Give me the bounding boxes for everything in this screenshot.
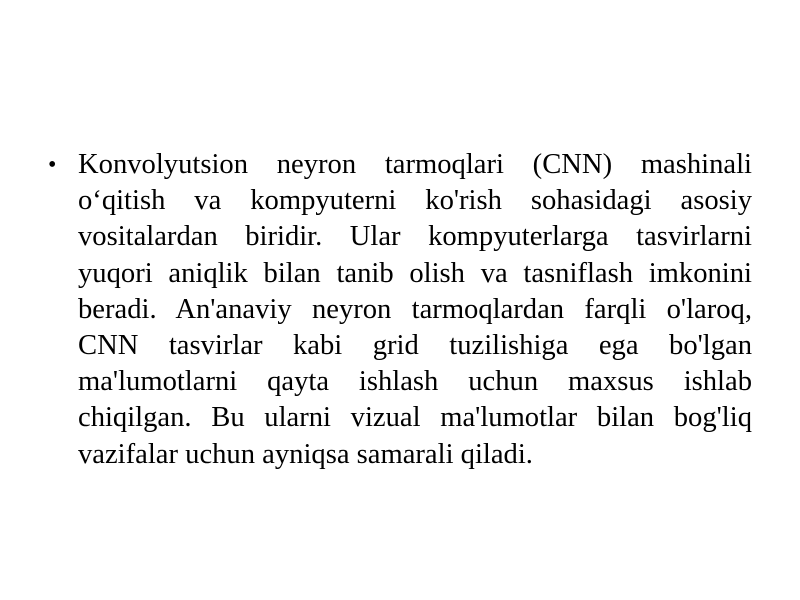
bullet-text: Konvolyutsion neyron tarmoqlari (CNN) mashinali o‘qitish va kompyuterni ko'rish sohasidagi asosiy vositalardan biridir. Ular kompyuterlarga tasvirlarni yuqori aniqlik bilan tanib olish va tasniflash imkonini beradi. An'anaviy neyron tarmoqlardan farqli o'laroq, CNN tasvirlar kabi grid tuzilishiga ega bo'lgan ma'lumotlarni qayta ishlash uchun maxsus ishlab chiqilgan. Bu ularni vizual ma'lumotlar bilan bog'liq vazifalar uchun ayniqsa samarali qiladi. — [78, 149, 752, 470]
bullet-item — [48, 147, 752, 473]
slide-body — [48, 147, 752, 473]
bullet-marker: • — [48, 152, 57, 178]
